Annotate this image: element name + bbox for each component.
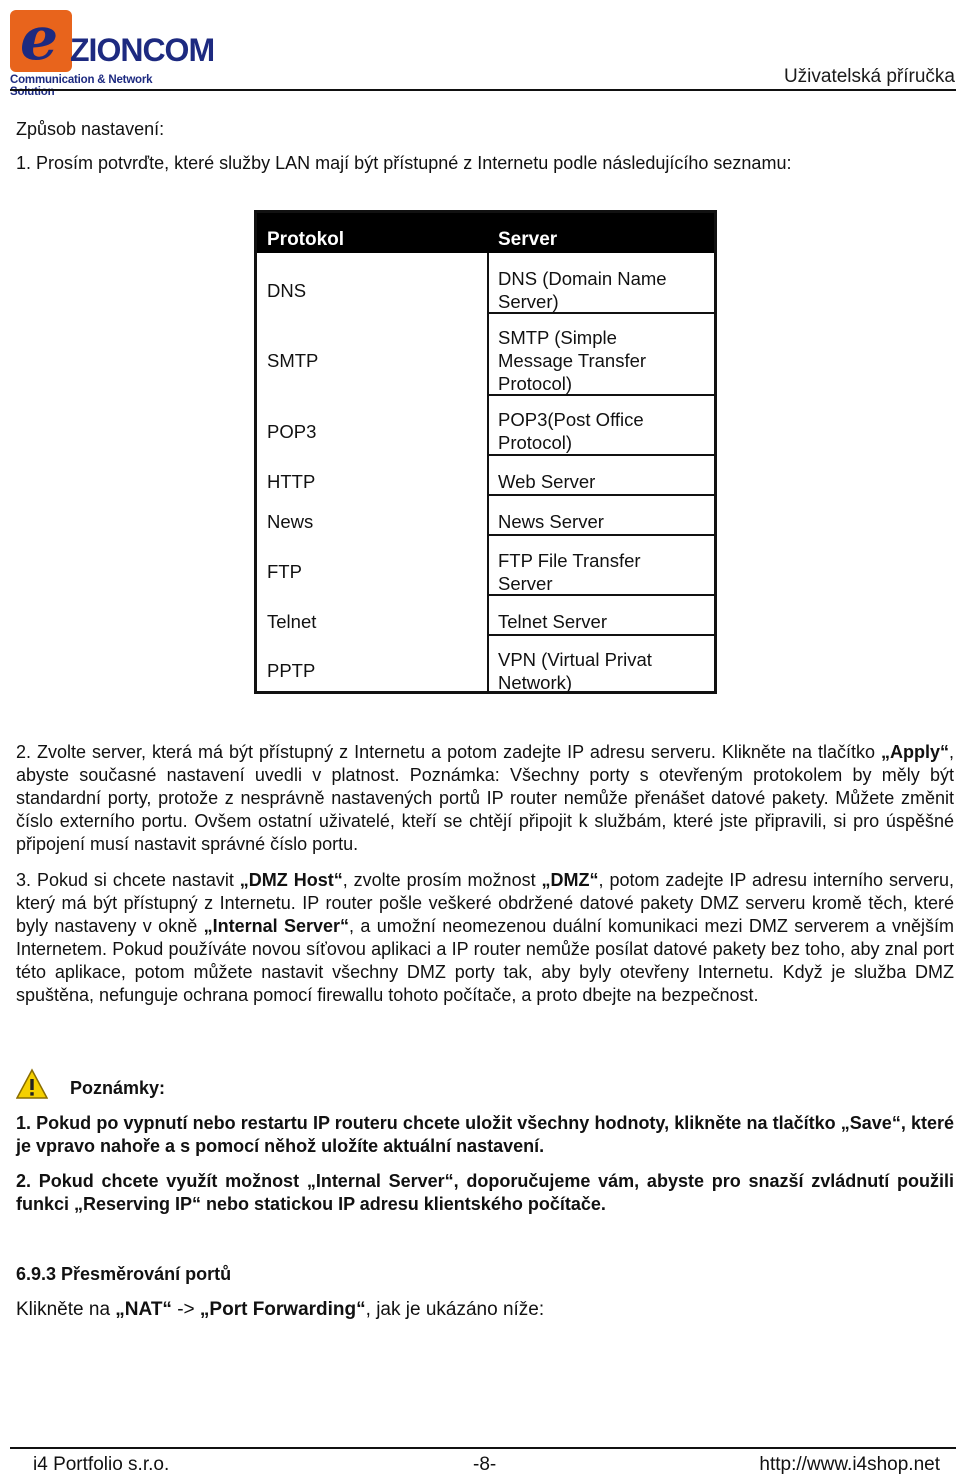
protocol-cell: HTTP [267, 471, 316, 492]
row-divider [489, 454, 714, 456]
row-divider [489, 594, 714, 596]
protocol-cell: FTP [267, 561, 302, 582]
section-6-9-3-heading: 6.9.3 Přesměrování portů [16, 1264, 232, 1284]
server-cell: SMTP (Simple Message Transfer Protocol) [498, 327, 647, 394]
protocol-cell: PPTP [267, 660, 316, 681]
step-2-paragraph: 2. Zvolte server, která má být přístupný z Internetu a potom zadejte IP adresu serveru. Klikněte na tlačítko „Apply“, abyste současné nastavení uvedli v platnost. Poznámka: Všechny porty s otevřeným protokolem by měly být standardní porty, protože z nesprávně nastavených portů IP router nemůže přenášet datové pakety. Můžete změnit číslo externího portu. Ovšem ostatní uživatelé, kteří se chtějí připojit k službám, které jste připravili, si pro úspěšné připojení musí nastavit správné číslo portu. [16, 742, 954, 854]
server-cell: FTP File Transfer Server [498, 550, 641, 594]
row-divider [489, 534, 714, 536]
section-6-9-3-text: Klikněte na „NAT“ -> „Port Forwarding“, jak je ukázáno níže: [16, 1299, 545, 1320]
footer-url[interactable]: http://www.i4shop.net [759, 1454, 940, 1475]
protocol-cell: News [267, 511, 314, 532]
logo-emblem: e [10, 10, 72, 72]
protocol-cell: Telnet [267, 611, 317, 632]
logo-tagline: Communication & Network Solution [10, 74, 153, 98]
column-header-protocol: Protokol [267, 229, 345, 250]
port-forwarding-label: „Port Forwarding“ [199, 1299, 366, 1320]
server-cell: DNS (Domain Name Server) [498, 268, 667, 312]
warning-icon [16, 1068, 48, 1100]
section-heading: Způsob nastavení: [16, 119, 165, 139]
zioncom-logo [10, 4, 215, 98]
nat-label: „NAT“ [115, 1299, 172, 1320]
step-3-paragraph: 3. Pokud si chcete nastavit „DMZ Host“, zvolte prosím možnost „DMZ“, potom zadejte IP adresu interního serveru, který má být přístupný z Internetu. IP router pošle veškeré obdržené datové pakety DMZ serveru kromě těch, které byly nastaveny v okně „Internal Server“, a umožní neomezenou duální komunikaci mezi DMZ serverem a vnějším Internetem. Pokud používáte novou síťovou aplikaci a IP router nemůže posílat datové pakety bez toho, aby znal port této aplikace, potom můžete nastavit všechny DMZ porty tak, aby byly otevřeny Internetu. Když je služba DMZ spuštěna, nefunguje ochrana pomocí firewallu tohoto počítače, a proto dbejte na bezpečnost. [16, 870, 954, 1005]
row-divider [489, 312, 714, 314]
server-cell: News Server [498, 511, 604, 532]
note-1: 1. Pokud po vypnutí nebo restartu IP routeru chcete uložit všechny hodnoty, klikněte na tlačítko „Save“, které je vpravo nahoře a s pomocí něhož uložíte aktuální nastavení. [16, 1113, 954, 1156]
column-divider [487, 253, 489, 691]
row-divider [489, 634, 714, 636]
row-divider [489, 394, 714, 396]
row-divider [489, 494, 714, 496]
server-cell: Telnet Server [498, 611, 607, 632]
server-cell: VPN (Virtual Privat Network) [498, 649, 652, 693]
services-table [254, 210, 717, 694]
header-divider [10, 89, 956, 91]
logo-wordmark: ZIONCOM [70, 32, 215, 68]
table-header [257, 213, 714, 253]
step-1-text: 1. Prosím potvrďte, které služby LAN mají být přístupné z Internetu podle následujícího seznamu: [16, 153, 792, 173]
protocol-cell: SMTP [267, 350, 319, 371]
footer-page-number: -8- [473, 1454, 497, 1475]
apply-label: „Apply“ [880, 742, 949, 762]
column-header-server: Server [498, 229, 558, 250]
document-title: Uživatelská příručka [783, 66, 955, 87]
footer-company: i4 Portfolio s.r.o. [33, 1454, 170, 1475]
dmz-host-label: „DMZ Host“ [239, 870, 343, 890]
protocol-cell: DNS [267, 280, 307, 301]
dmz-label: „DMZ“ [541, 870, 599, 890]
notes-heading: Poznámky: [70, 1078, 166, 1098]
protocol-cell: POP3 [267, 421, 317, 442]
server-cell: POP3(Post Office Protocol) [498, 409, 644, 453]
internal-server-label: „Internal Server“ [203, 916, 350, 936]
note-2: 2. Pokud chcete využít možnost „Internal Server“, doporučujeme vám, abyste pro snazší zvládnutí použili funkci „Reserving IP“ nebo statickou IP adresu klientského počítače. [16, 1171, 954, 1214]
server-cell: Web Server [498, 471, 596, 492]
footer-divider [10, 1447, 956, 1449]
